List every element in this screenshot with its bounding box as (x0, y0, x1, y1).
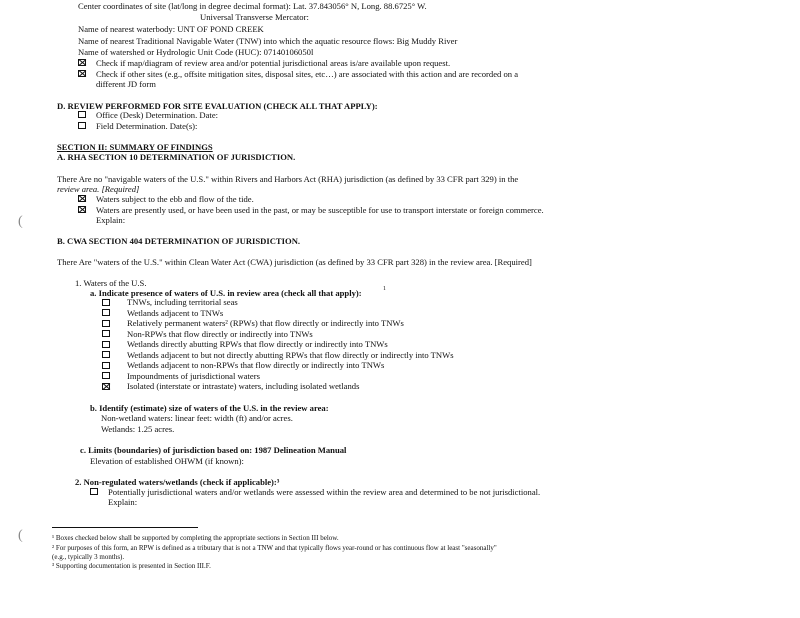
wetland-size: Wetlands: 1.25 acres. (101, 424, 175, 434)
rha-text-line1: There Are no "navigable waters of the U.S." within Rivers and Harbors Act (RHA) jurisdiction (as defined by 33 CFR part 329) in the (57, 174, 519, 184)
commerce-explain: Explain: (96, 215, 126, 225)
waters-a-footnote-mark: 1 (383, 286, 386, 292)
cwa-text: There Are "waters of the U.S." within Clean Water Act (CWA) jurisdiction (as defined by 33 CFR part 328) in the review area. [Required] (57, 257, 532, 267)
other-sites-label: Check if other sites (e.g., offsite mitigation sites, disposal sites, etc…) are associated with this action and are recorded on a (96, 69, 519, 79)
waters-item-label: Impoundments of jurisdictional waters (127, 371, 260, 381)
huc-name: Name of watershed or Hydrologic Unit Code (HUC): 07140106050l (78, 47, 314, 57)
section-b-heading: B. CWA SECTION 404 DETERMINATION OF JURISDICTION. (57, 236, 301, 246)
waterbody-name: Name of nearest waterbody: UNT OF POND CREEK (78, 24, 264, 34)
wetlands-adjacent-tnw-checkbox[interactable] (102, 309, 110, 316)
nonjurisdictional-explain: Explain: (108, 497, 138, 507)
section-d-heading: D. REVIEW PERFORMED FOR SITE EVALUATION (CHECK ALL THAT APPLY): (57, 101, 378, 111)
scan-margin-mark: ( (18, 214, 23, 229)
tidal-waters-checkbox[interactable] (78, 195, 86, 202)
utm-label: Universal Transverse Mercator: (200, 12, 309, 22)
waters-item-label: Isolated (interstate or intrastate) waters, including isolated wetlands (127, 381, 360, 391)
field-determination-checkbox[interactable] (78, 122, 86, 129)
waters-a-heading: a. Indicate presence of waters of U.S. in review area (check all that apply): (90, 288, 362, 298)
tidal-waters-label: Waters subject to the ebb and flow of the tide. (96, 194, 254, 204)
commerce-waters-label: Waters are presently used, or have been used in the past, or may be susceptible for use to transport interstate or foreign commerce. (96, 205, 544, 215)
wetlands-adjacent-non-rpw-checkbox[interactable] (102, 362, 110, 369)
center-coordinates: Center coordinates of site (lat/long in degree decimal format): Lat. 37.843056° N, Long. 88.6725° W. (78, 1, 427, 11)
scan-margin-mark: ( (18, 528, 23, 543)
waters-heading: 1. Waters of the U.S. (75, 278, 147, 288)
waters-c-heading: c. Limits (boundaries) of jurisdiction based on: 1987 Delineation Manual (80, 445, 347, 455)
nonregulated-heading: 2. Non-regulated waters/wetlands (check if applicable):³ (75, 477, 280, 487)
isolated-waters-checkbox[interactable] (102, 383, 110, 390)
footnote-3: ³ Supporting documentation is presented in Section III.F. (52, 562, 211, 570)
map-available-label: Check if map/diagram of review area and/or potential jurisdictional areas is/are available upon request. (96, 58, 451, 68)
nonjurisdictional-checkbox[interactable] (90, 488, 98, 495)
waters-item-label: Wetlands adjacent to non-RPWs that flow directly or indirectly into TNWs (127, 360, 385, 370)
office-determination-label: Office (Desk) Determination. Date: (96, 110, 219, 120)
tnw-checkbox[interactable] (102, 299, 110, 306)
section-a-heading: A. RHA SECTION 10 DETERMINATION OF JURISDICTION. (57, 152, 296, 162)
map-available-checkbox[interactable] (78, 59, 86, 66)
non-rpw-checkbox[interactable] (102, 330, 110, 337)
footnote-2: ² For purposes of this form, an RPW is defined as a tributary that is not a TNW and that typically flows year-round or has continuous flow at least "seasonally" (52, 544, 497, 552)
commerce-waters-checkbox[interactable] (78, 206, 86, 213)
field-determination-label: Field Determination. Date(s): (96, 121, 198, 131)
office-determination-checkbox[interactable] (78, 111, 86, 118)
nonwetland-size: Non-wetland waters: linear feet: width (ft) and/or acres. (101, 413, 293, 423)
footnote-1: ¹ Boxes checked below shall be supported by completing the appropriate sections in Section III below. (52, 534, 339, 542)
waters-item-label: Non-RPWs that flow directly or indirectly into TNWs (127, 329, 313, 339)
waters-item-label: Relatively permanent waters² (RPWs) that flow directly or indirectly into TNWs (127, 318, 404, 328)
impoundments-checkbox[interactable] (102, 372, 110, 379)
tnw-name: Name of nearest Traditional Navigable Water (TNW) into which the aquatic resource flows: Big Muddy River (78, 36, 458, 46)
waters-item-label: Wetlands adjacent to TNWs (127, 308, 224, 318)
section-ii-heading: SECTION II: SUMMARY OF FINDINGS (57, 142, 213, 152)
footnote-divider (52, 527, 198, 528)
nonjurisdictional-label: Potentially jurisdictional waters and/or wetlands were assessed within the review area and determined to be not jurisdictional. (108, 487, 541, 497)
other-sites-label-cont: different JD form (96, 79, 156, 89)
waters-item-label: Wetlands directly abutting RPWs that flow directly or indirectly into TNWs (127, 339, 388, 349)
rha-text-line2: review area. [Required] (57, 184, 140, 194)
waters-b-heading: b. Identify (estimate) size of waters of the U.S. in the review area: (90, 403, 329, 413)
other-sites-checkbox[interactable] (78, 70, 86, 77)
wetlands-abutting-rpw-checkbox[interactable] (102, 341, 110, 348)
wetlands-not-abutting-rpw-checkbox[interactable] (102, 351, 110, 358)
waters-item-label: Wetlands adjacent to but not directly abutting RPWs that flow directly or indirectly into TNWs (127, 350, 454, 360)
footnote-2-cont: (e.g., typically 3 months). (52, 553, 125, 561)
ohwm-elevation: Elevation of established OHWM (if known): (90, 456, 244, 466)
waters-item-label: TNWs, including territorial seas (127, 297, 238, 307)
rpw-checkbox[interactable] (102, 320, 110, 327)
